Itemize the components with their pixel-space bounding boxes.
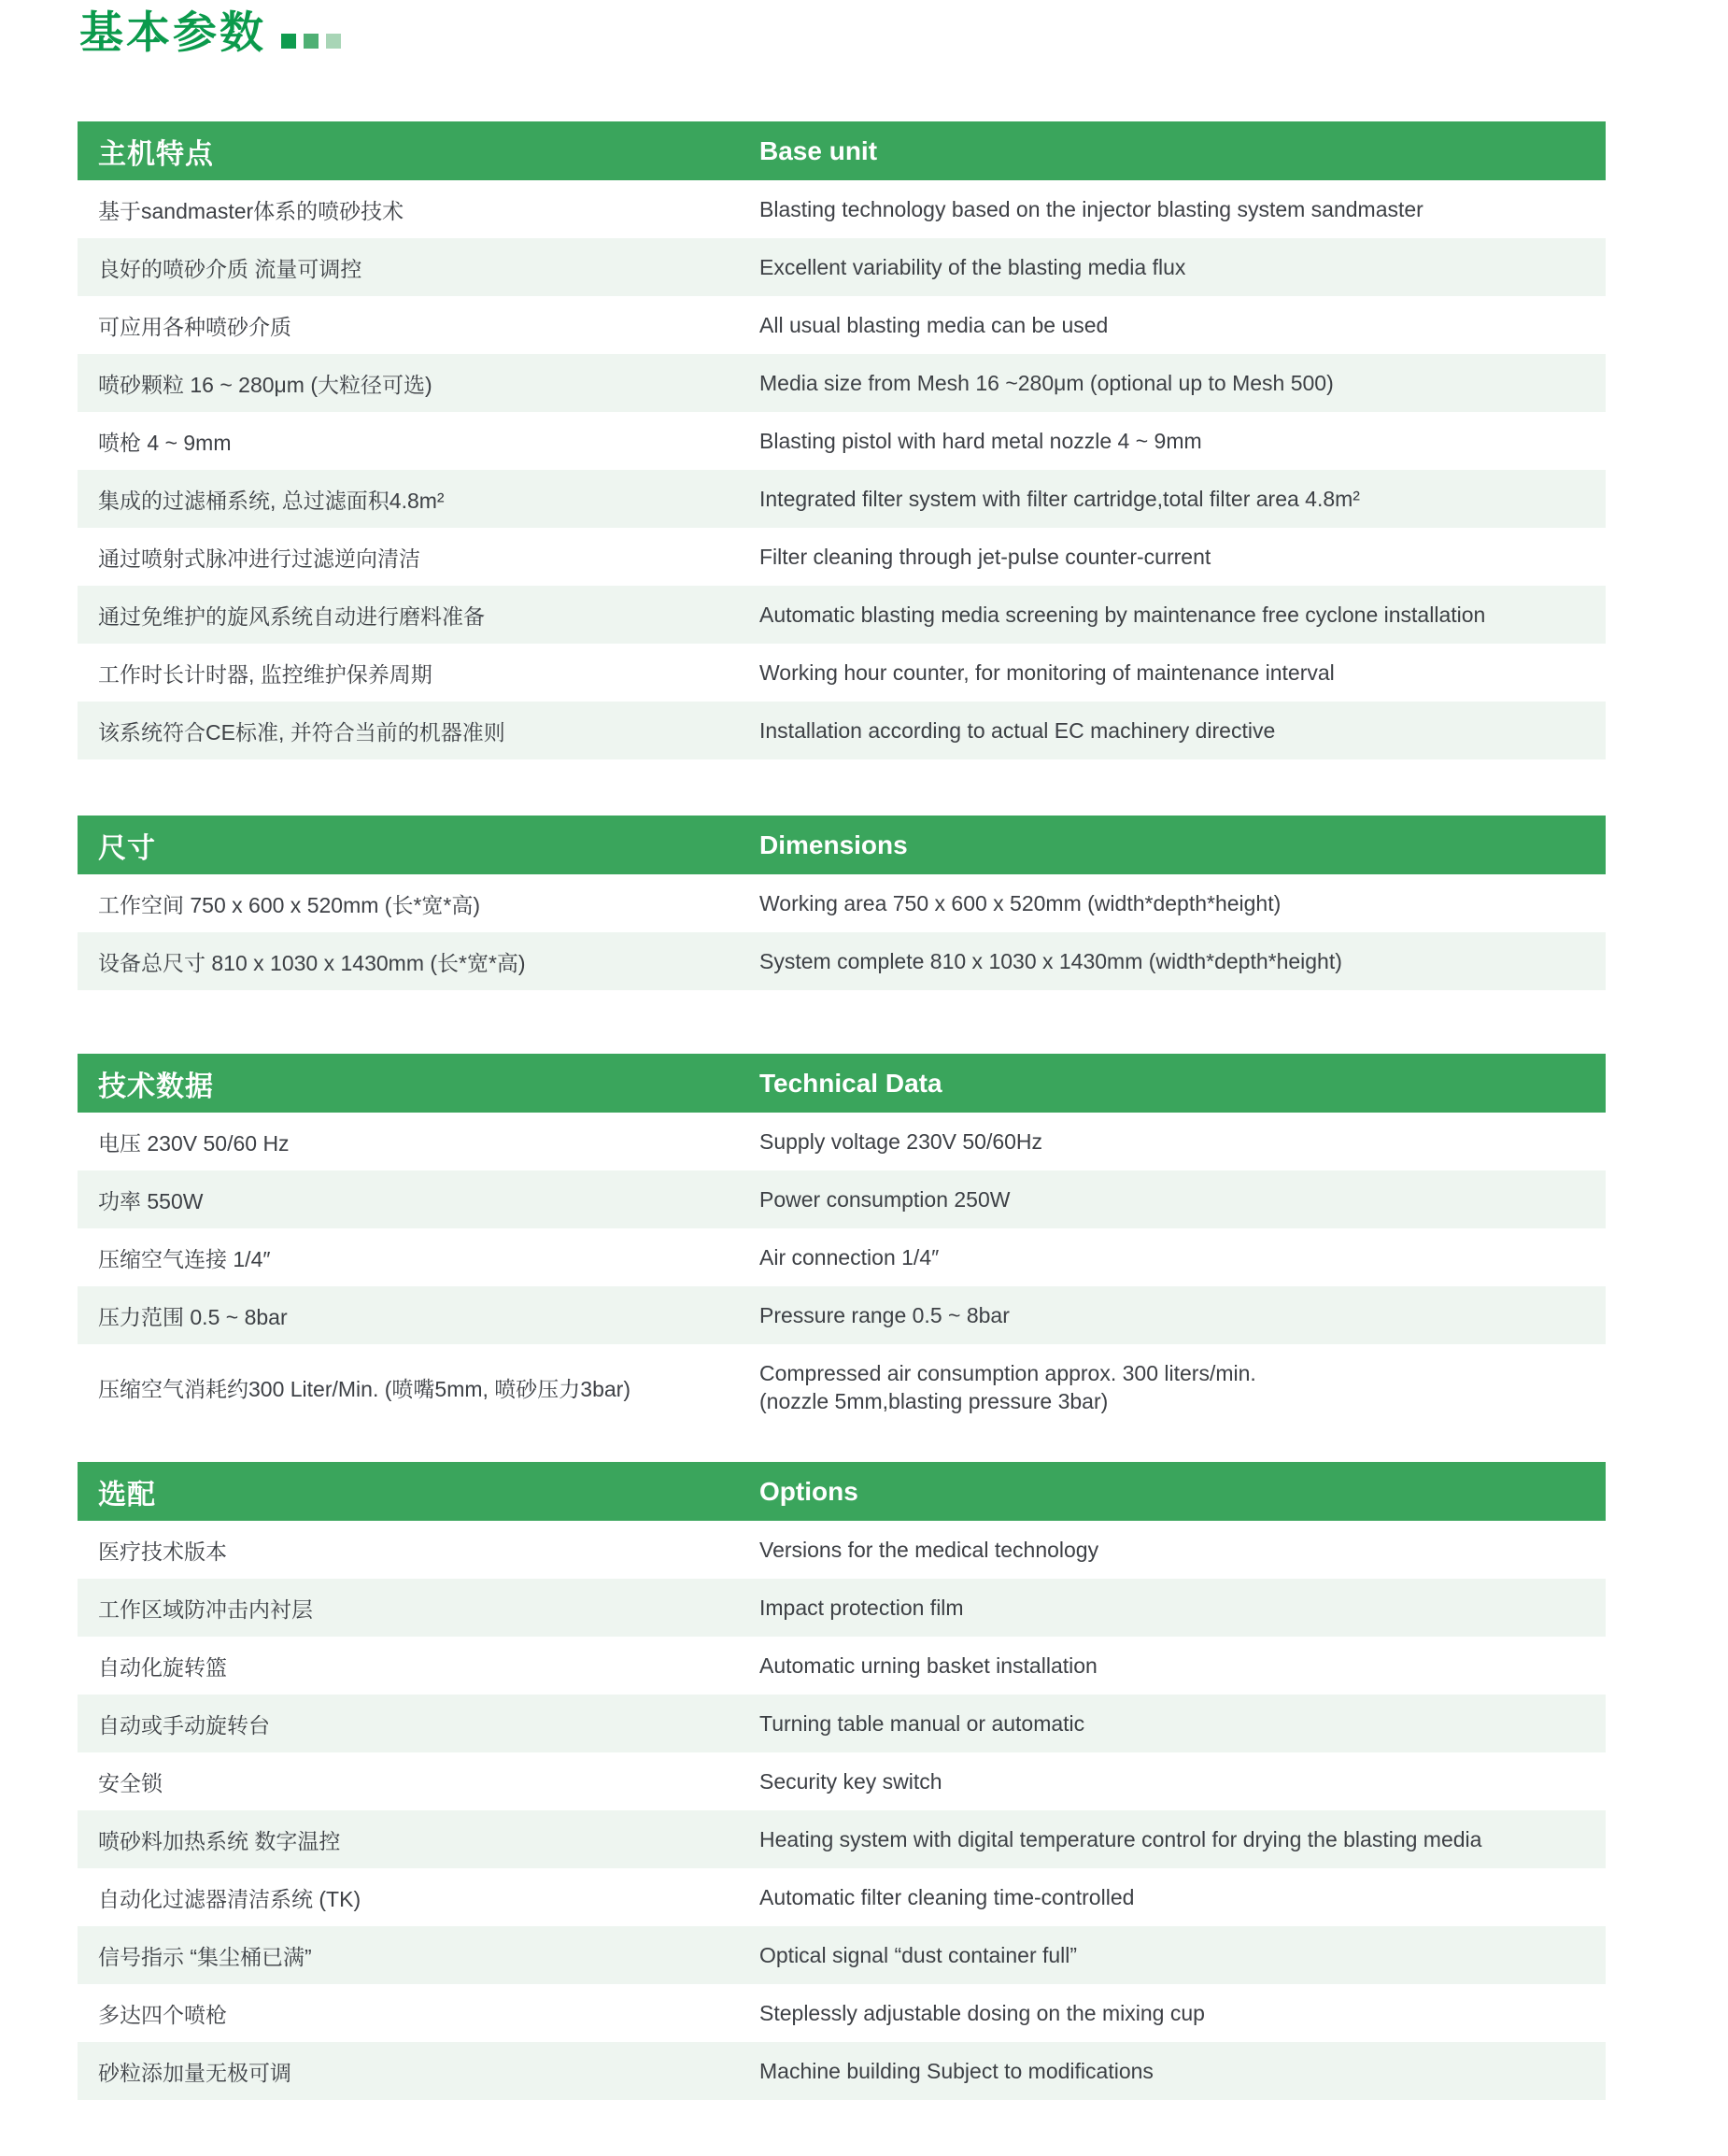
table-row	[78, 1113, 1606, 1170]
section-header-label-en: Base unit	[759, 135, 878, 165]
section-header-options	[78, 1462, 1606, 1521]
row-cell-cn: 工作时长计时器, 监控维护保养周期	[98, 661, 432, 687]
table-row	[78, 1579, 1606, 1637]
row-cell-cn: 设备总尺寸 810 x 1030 x 1430mm (长*宽*高)	[98, 950, 526, 975]
section-header-label-en: Technical Data	[759, 1068, 942, 1098]
table-row	[78, 586, 1606, 644]
row-cell-en: Turning table manual or automatic	[759, 1710, 1085, 1736]
row-cell-en: Machine building Subject to modifications	[759, 2058, 1154, 2083]
section-header-label-cn: 选配	[98, 1479, 156, 1511]
section-header-label-en: Dimensions	[759, 830, 908, 859]
row-cell-cn: 良好的喷砂介质 流量可调控	[98, 256, 362, 281]
section-header-technical-data	[78, 1054, 1606, 1113]
table-row	[78, 874, 1606, 932]
page-title: 基本参数	[79, 7, 266, 57]
row-cell-cn: 该系统符合CE标准, 并符合当前的机器准则	[98, 719, 505, 745]
row-cell-cn: 功率 550W	[98, 1188, 204, 1213]
section-header-label-en: Options	[759, 1476, 858, 1506]
table-row	[78, 1344, 1606, 1430]
table-row	[78, 2042, 1606, 2100]
row-cell-cn: 电压 230V 50/60 Hz	[98, 1130, 290, 1156]
table-row	[78, 1521, 1606, 1579]
section-header-label-cn: 尺寸	[98, 832, 156, 864]
row-cell-en: Media size from Mesh 16 ~280μm (optional up to Mesh 500)	[759, 370, 1334, 395]
row-cell-en: Power consumption 250W	[759, 1186, 1011, 1212]
table-row	[78, 1752, 1606, 1810]
row-cell-en: Blasting technology based on the injector blasting system sandmaster	[759, 196, 1423, 221]
row-cell-en: System complete 810 x 1030 x 1430mm (width*depth*height)	[759, 948, 1342, 973]
section-header-dimensions	[78, 816, 1606, 874]
row-cell-cn: 砂粒添加量无极可调	[98, 2060, 291, 2085]
table-row	[78, 932, 1606, 990]
row-cell-cn: 工作区域防冲击内衬层	[98, 1596, 313, 1622]
section-base-unit	[78, 121, 1606, 759]
row-cell-cn: 喷砂料加热系统 数字温控	[98, 1828, 341, 1853]
row-cell-cn: 自动化过滤器清洁系统 (TK)	[98, 1886, 361, 1911]
row-cell-en	[759, 1359, 1606, 1416]
row-cell-en: Installation according to actual EC machinery directive	[759, 717, 1276, 743]
row-cell-cn: 工作空间 750 x 600 x 520mm (长*宽*高)	[98, 892, 481, 917]
section-technical-data	[78, 1054, 1606, 1430]
row-cell-cn: 压力范围 0.5 ~ 8bar	[98, 1304, 288, 1329]
row-cell-en: Automatic urning basket installation	[759, 1652, 1098, 1678]
row-cell-cn: 多达四个喷枪	[98, 2002, 227, 2027]
table-row	[78, 1286, 1606, 1344]
row-cell-en: Automatic filter cleaning time-controlled	[759, 1884, 1135, 1909]
row-cell-en: Versions for the medical technology	[759, 1537, 1099, 1562]
row-cell-cn: 安全锁	[98, 1770, 163, 1795]
row-cell-en: Pressure range 0.5 ~ 8bar	[759, 1302, 1010, 1327]
row-cell-cn: 压缩空气连接 1/4″	[98, 1246, 271, 1271]
table-row	[78, 296, 1606, 354]
row-cell-cn: 可应用各种喷砂介质	[98, 314, 291, 339]
row-cell-cn: 自动化旋转篮	[98, 1654, 227, 1680]
section-dimensions	[78, 816, 1606, 990]
row-cell-en-line1: Compressed air consumption approx. 300 liters/min.	[759, 1360, 1256, 1385]
table-row	[78, 470, 1606, 528]
row-cell-cn: 通过喷射式脉冲进行过滤逆向清洁	[98, 546, 420, 571]
table-row	[78, 180, 1606, 238]
row-cell-en: Automatic blasting media screening by maintenance free cyclone installation	[759, 602, 1486, 627]
table-row	[78, 644, 1606, 702]
row-cell-en: Filter cleaning through jet-pulse counter-current	[759, 544, 1211, 569]
section-options	[78, 1462, 1606, 2100]
row-cell-cn: 喷砂颗粒 16 ~ 280μm (大粒径可选)	[98, 372, 432, 397]
row-cell-cn: 信号指示 “集尘桶已满”	[98, 1944, 312, 1969]
row-cell-en: Steplessly adjustable dosing on the mixing cup	[759, 2000, 1205, 2025]
row-cell-en: Integrated filter system with filter cartridge,total filter area 4.8m²	[759, 486, 1360, 511]
row-cell-en: Working area 750 x 600 x 520mm (width*depth*height)	[759, 890, 1282, 915]
section-header-label-cn: 技术数据	[98, 1071, 214, 1102]
row-cell-cn: 集成的过滤桶系统, 总过滤面积4.8m²	[98, 488, 445, 513]
table-row	[78, 1695, 1606, 1752]
section-header-base-unit	[78, 121, 1606, 180]
row-cell-cn: 喷枪 4 ~ 9mm	[98, 430, 232, 455]
row-cell-en: Excellent variability of the blasting media flux	[759, 254, 1186, 279]
row-cell-en: Impact protection film	[759, 1595, 964, 1620]
row-cell-cn: 通过免维护的旋风系统自动进行磨料准备	[98, 603, 485, 629]
table-row	[78, 702, 1606, 759]
row-cell-en: Heating system with digital temperature control for drying the blasting media	[759, 1826, 1482, 1851]
table-row	[78, 354, 1606, 412]
row-cell-cn: 医疗技术版本	[98, 1539, 227, 1564]
section-header-label-cn: 主机特点	[98, 138, 214, 170]
row-cell-cn: 自动或手动旋转台	[98, 1712, 270, 1738]
table-row	[78, 1810, 1606, 1868]
row-cell-en: Working hour counter, for monitoring of maintenance interval	[759, 660, 1335, 685]
row-cell-en: Security key switch	[759, 1768, 942, 1794]
table-row	[78, 1984, 1606, 2042]
row-cell-en: Supply voltage 230V 50/60Hz	[759, 1128, 1043, 1154]
sections	[78, 0, 1606, 2156]
table-row	[78, 238, 1606, 296]
table-row	[78, 1170, 1606, 1228]
row-cell-en: All usual blasting media can be used	[759, 312, 1109, 337]
row-cell-en: Optical signal “dust container full”	[759, 1942, 1078, 1967]
row-cell-cn: 压缩空气消耗约300 Liter/Min. (喷嘴5mm, 喷砂压力3bar)	[98, 1376, 630, 1401]
row-cell-cn: 基于sandmaster体系的喷砂技术	[98, 198, 404, 223]
table-row	[78, 1637, 1606, 1695]
row-cell-en-line2: (nozzle 5mm,blasting pressure 3bar)	[759, 1389, 1109, 1413]
row-cell-en: Blasting pistol with hard metal nozzle 4 ~ 9mm	[759, 428, 1202, 453]
table-row	[78, 1926, 1606, 1984]
table-row	[78, 1228, 1606, 1286]
table-row	[78, 528, 1606, 586]
row-cell-en: Air connection 1/4″	[759, 1244, 940, 1269]
table-row	[78, 412, 1606, 470]
table-row	[78, 1868, 1606, 1926]
